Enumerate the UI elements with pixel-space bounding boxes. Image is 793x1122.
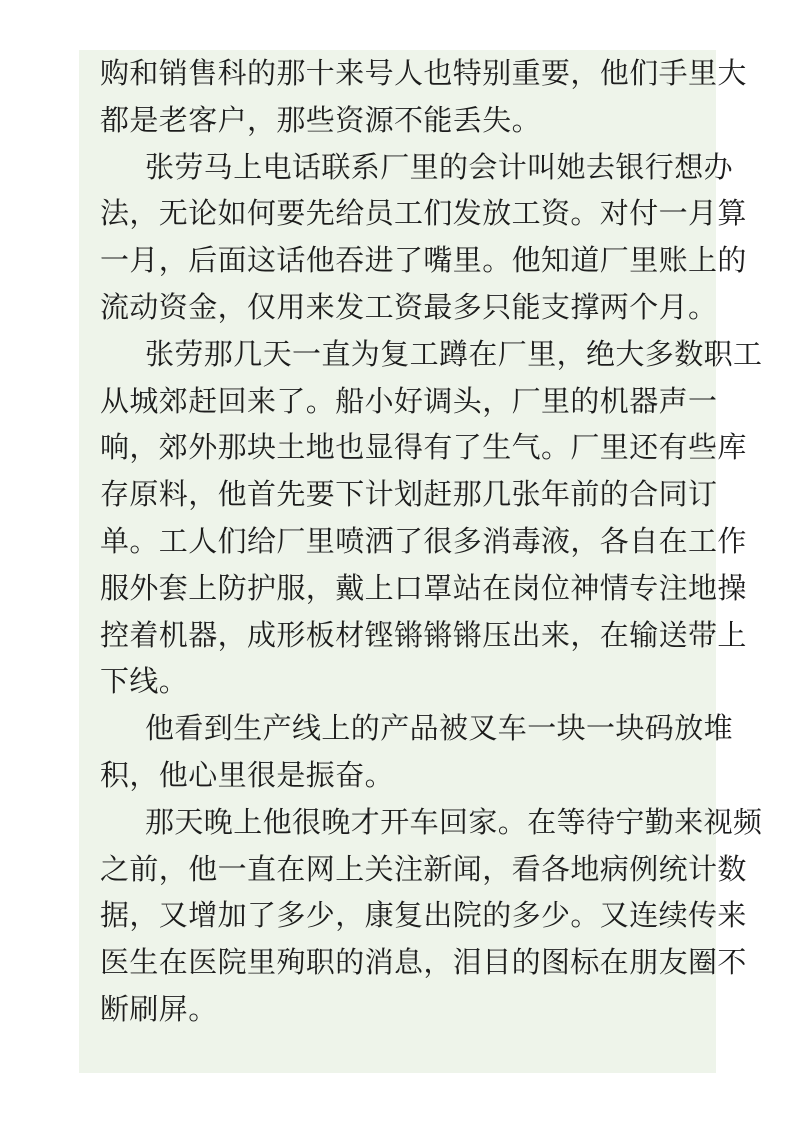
text-line: 单。工人们给厂里喷洒了很多消毒液，各自在工作	[100, 523, 747, 558]
text-line: 服外套上防护服，戴上口罩站在岗位神情专注地操	[100, 570, 747, 605]
text-line: 都是老客户，那些资源不能丢失。	[100, 102, 542, 137]
text-line: 积，他心里很是振奋。	[100, 757, 395, 792]
text-line: 据，又增加了多少，康复出院的多少。又连续传来	[100, 898, 747, 933]
text-line: 响，郊外那块土地也显得有了生气。厂里还有些库	[100, 430, 747, 465]
text-line: 之前，他一直在网上关注新闻，看各地病例统计数	[100, 851, 747, 886]
text-line: 张劳那几天一直为复工蹲在厂里，绝大多数职工	[145, 336, 763, 371]
text-line: 那天晚上他很晚才开车回家。在等待宁勤来视频	[145, 804, 763, 839]
text-line: 他看到生产线上的产品被叉车一块一块码放堆	[145, 711, 734, 746]
text-line: 从城郊赶回来了。船小好调头，厂里的机器声一	[100, 383, 718, 418]
text-line: 断刷屏。	[100, 991, 218, 1026]
text-line: 一月，后面这话他吞进了嘴里。他知道厂里账上的	[100, 243, 747, 278]
text-line: 法，无论如何要先给员工们发放工资。对付一月算	[100, 196, 747, 231]
text-line: 流动资金，仅用来发工资最多只能支撑两个月。	[100, 289, 718, 324]
text-line: 下线。	[100, 664, 189, 699]
text-line: 医生在医院里殉职的消息，泪目的图标在朋友圈不	[100, 945, 747, 980]
text-line: 控着机器，成形板材铿锵锵锵压出来，在输送带上	[100, 617, 747, 652]
text-line: 存原料，他首先要下计划赶那几张年前的合同订	[100, 477, 718, 512]
text-line: 购和销售科的那十来号人也特别重要，他们手里大	[100, 56, 747, 90]
article-body	[100, 50, 763, 1033]
text-line: 张劳马上电话联系厂里的会计叫她去银行想办	[145, 149, 734, 184]
